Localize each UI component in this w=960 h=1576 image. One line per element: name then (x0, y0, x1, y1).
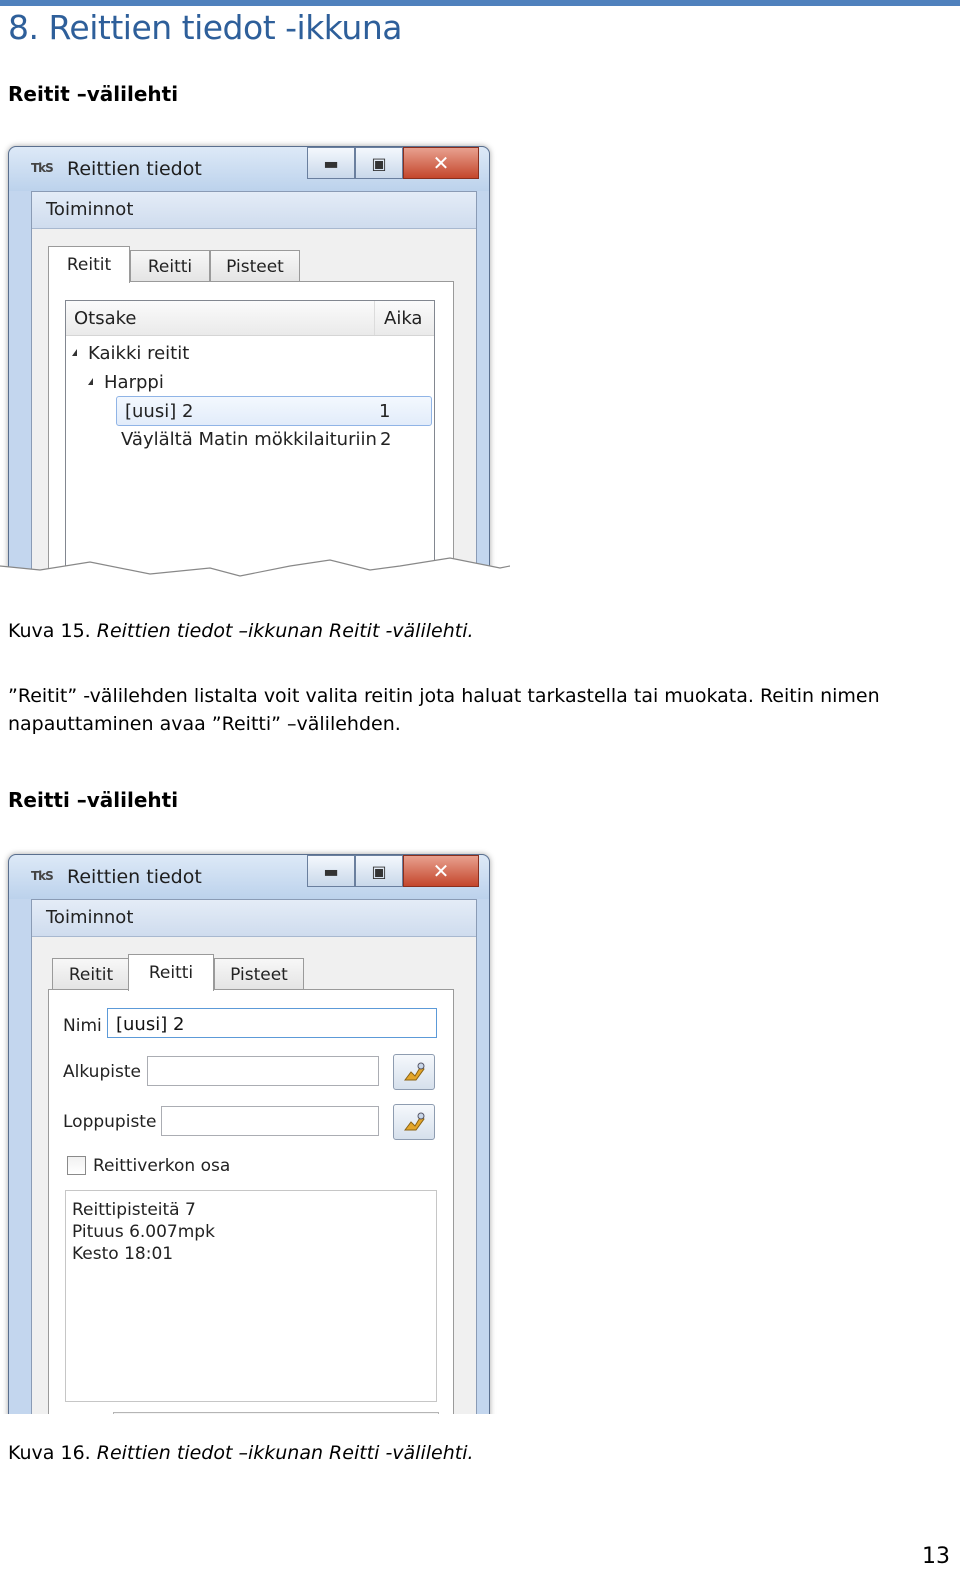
screenshot-reitit-tab (0, 130, 510, 588)
menu-bar (32, 900, 476, 937)
map-pick-icon (401, 1060, 427, 1084)
tab-reitit[interactable]: Reitit (52, 958, 130, 991)
window-body (31, 191, 477, 588)
tab-pisteet[interactable]: Pisteet (214, 958, 304, 991)
body-paragraph: ”Reitit” -välilehden listalta voit valita reitin jota haluat tarkastella tai muokata. Reitin nimen napauttaminen avaa ”Reitti” –välilehden. (8, 685, 880, 735)
screenshot-reitti-tab (0, 840, 510, 1414)
pick-start-point-button[interactable] (393, 1054, 435, 1090)
menu-toiminnot[interactable]: Toiminnot (46, 907, 134, 928)
route-network-checkbox[interactable] (67, 1156, 86, 1175)
menu-bar (32, 192, 476, 229)
start-label: Alkupiste (63, 1062, 141, 1082)
title-bar (9, 855, 489, 899)
tree-item[interactable]: Harppi (66, 368, 434, 396)
figure-caption-15: Kuva 15. Reittien tiedot –ikkunan Reitit -välilehti. (8, 620, 474, 642)
tree-item[interactable]: Väylältä Matin mökkilaituriin 2 (121, 429, 392, 450)
name-label: Nimi (63, 1016, 102, 1036)
tab-reitit[interactable]: Reitit (48, 246, 130, 283)
column-aika[interactable]: Aika (384, 308, 423, 329)
tree-header (66, 301, 434, 336)
section-title-reitti: Reitti –välilehti (8, 788, 179, 812)
tab-panel (48, 989, 454, 1414)
tree-item-selected[interactable]: [uusi] 2 1 (116, 396, 432, 426)
window-title: Reittien tiedot (67, 158, 202, 180)
section-title-reitit: Reitit –välilehti (8, 82, 179, 106)
tab-reitti[interactable]: Reitti (130, 250, 210, 283)
maximize-icon[interactable]: ▣ (355, 147, 403, 179)
window (8, 854, 490, 1414)
tab-reitti[interactable]: Reitti (128, 954, 214, 991)
expand-triangle-icon[interactable] (72, 349, 77, 356)
window-body (31, 899, 477, 1414)
tab-pisteet[interactable]: Pisteet (210, 250, 300, 283)
app-icon: TkS (31, 869, 53, 883)
figure-caption-16: Kuva 16. Reittien tiedot –ikkunan Reitti -välilehti. (8, 1442, 474, 1464)
app-icon: TkS (31, 161, 53, 175)
pick-end-point-button[interactable] (393, 1104, 435, 1140)
info-waypoints: Reittipisteitä 7 (72, 1200, 196, 1220)
column-otsake[interactable]: Otsake (74, 308, 137, 329)
page-heading: 8. Reittien tiedot -ikkuna (8, 8, 402, 47)
maximize-icon[interactable]: ▣ (355, 855, 403, 887)
end-point-field[interactable] (161, 1106, 379, 1136)
map-pick-icon (401, 1110, 427, 1134)
close-icon[interactable]: ✕ (403, 147, 479, 179)
window-title: Reittien tiedot (67, 866, 202, 888)
minimize-icon[interactable]: ▬ (307, 855, 355, 887)
info-length: Pituus 6.007mpk (72, 1222, 215, 1242)
menu-toiminnot[interactable]: Toiminnot (46, 199, 134, 220)
name-field[interactable]: [uusi] 2 (107, 1008, 437, 1038)
close-icon[interactable]: ✕ (403, 855, 479, 887)
page-number: 13 (922, 1544, 950, 1569)
route-info-box (65, 1190, 437, 1402)
minimize-icon[interactable]: ▬ (307, 147, 355, 179)
checkbox-label: Reittiverkon osa (93, 1156, 231, 1176)
header-rule (0, 0, 960, 6)
expand-triangle-icon[interactable] (88, 378, 93, 385)
start-point-field[interactable] (147, 1056, 379, 1086)
end-label: Loppupiste (63, 1112, 157, 1132)
title-bar (9, 147, 489, 191)
torn-edge (0, 540, 510, 588)
cut-off-control (113, 1412, 439, 1414)
info-duration: Kesto 18:01 (72, 1244, 174, 1264)
window (8, 146, 490, 588)
tree-item[interactable]: Kaikki reitit (66, 339, 434, 367)
